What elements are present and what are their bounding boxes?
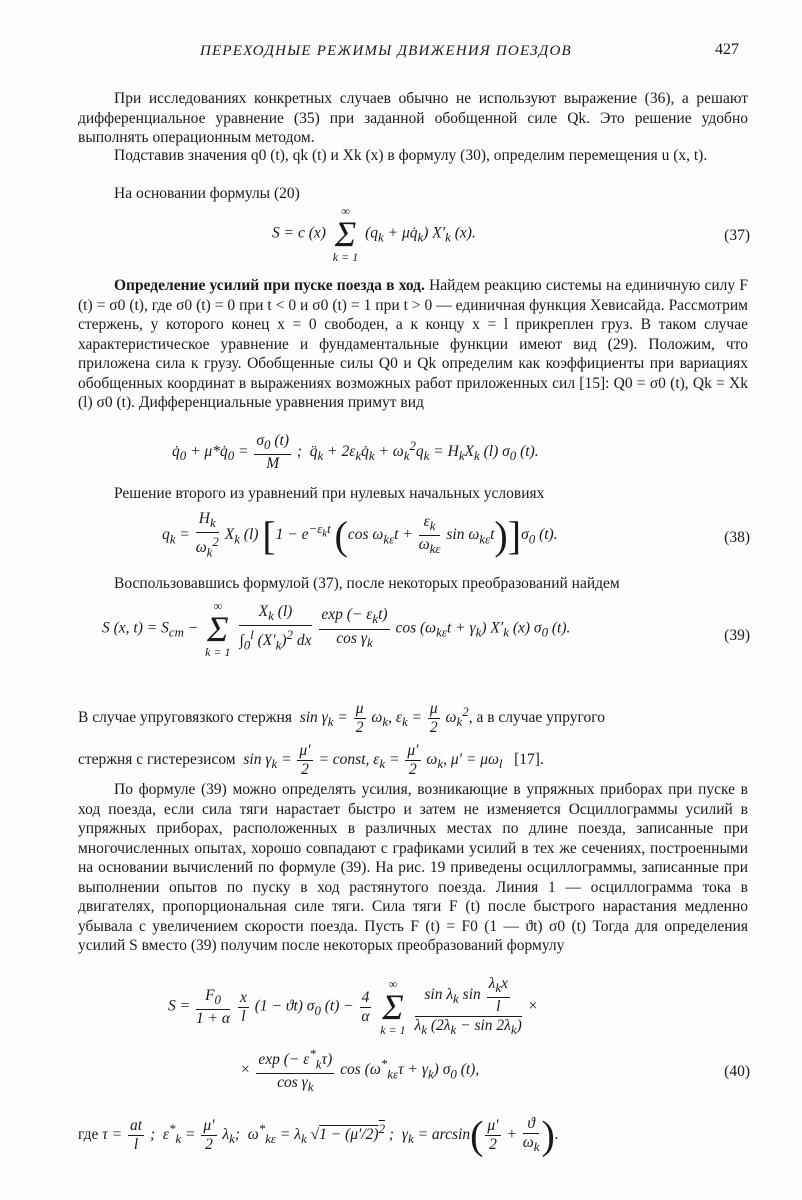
paragraph-4 bbox=[78, 276, 748, 413]
paragraph-2: Подставив значения q0 (t), qk (t) и Xk (x) в формулу (30), определим перемещения u (x, t). bbox=[114, 147, 708, 164]
equation-number-37: (37) bbox=[724, 227, 750, 244]
paragraph-7-line-2 bbox=[78, 742, 758, 779]
differential-equations: $q̇_0$ + $\mu*q̇_0$ = $\frac{\sigma_0 (t)}{M}$ ; $q̈_k$ + $2\varepsilon_kq̇_k + \omega_k^2q_k = H_kX_k$ (l) $\sigma_0$ (t). bbox=[172, 432, 539, 473]
equation-40-line-2: × $\frac{\exp (- \varepsilon^*_k\tau)}{\cos \gamma_k}$ $\cos (\omega^*_{k\varepsilon}\tau + \gamma_k)$ $\sigma_0$ (t), bbox=[240, 1046, 480, 1095]
equation-39: S (x, $t) = S_{ст}$ − ∞ Σ k = 1 $\frac{X_k (l)}{\int_0^l (X'_k)^2 dx}$ $\frac{\exp (- \varepsilon_kt)}{\cos \gamma_k}$ $\cos (\omega_{k\varepsilon}t + \gamma_k)$ $X'_k$ (x) $\sigma_0$ (t). bbox=[102, 599, 571, 659]
paragraph-8: По формуле (39) можно определять усилия, возникающие в упряжных приборах при пуске в ход поезда, если сила тяги нарастает быстро и затем не изменяется Осциллограммы усилий в упряжных приборах, расположенных в различных местах по длине поезда, записанные при многочисленных опытах, хорошо совпадают с графиками усилий в тех же сечениях, построенными на основании вычислений по формуле (39). На рис. 19 приведены осциллограммы, записанные при выполнении опытов по пуску в ход растянутого поезда. Линия 1 — осциллограмма тока в двигателях, пропорциональная силе тяги. Сила тяги F (t) после быстрого нарастания медленно убывала с увеличением скорости поезда. Пусть F (t) = F0 (1 — ϑt) σ0 (t) Тогда для определения усилий S вместо (39) получим после некоторых преобразований формулу bbox=[78, 781, 748, 954]
equation-number-39: (39) bbox=[724, 627, 750, 644]
paragraph-5: Решение второго из уравнений при нулевых начальных условиях bbox=[114, 485, 545, 502]
equation-38: $q_k$ = $\frac{H_k}{\omega_k^2}$ $X_k$ (l) [$1 - e^{-\varepsilon_kt}$ (cos $\omega_{k\varepsilon}t$ + $\frac{\varepsilon_k}{\omega_{k\varepsilon}}$ $\sin \omega_{k\varepsilon}t)]\sigma_0$ (t). bbox=[162, 510, 558, 560]
definitions-line bbox=[78, 1112, 559, 1158]
paragraph-6: Воспользовавшись формулой (37), после некоторых преобразований найдем bbox=[114, 575, 620, 592]
paragraph-1: При исследованиях конкретных случаев обычно не используют выражение (36), а решают дифференциальное уравнение (35) при заданной обобщенной силе Qk. Это решение удобно выполнять операционным методом. bbox=[78, 90, 748, 146]
paragraph-7c: стержня с гистерезисом bbox=[78, 751, 236, 769]
definitions-formula: τ = $\frac{at}{l}$ ; $\varepsilon^*_k$ = $\frac{\mu'}{2}$ $\lambda_k$; $\omega^*_{k\varepsilon} = \lambda_k$ $√1 - (\mu'/2)^2$ ; $\gamma_k = \arcsin$( $\frac{\mu'}{2}$ + $\frac{ϑ}{\omega_k}$ ). bbox=[102, 1112, 559, 1158]
paragraph-7b: , а в случае упругого bbox=[468, 709, 605, 727]
equation-number-40: (40) bbox=[724, 1063, 750, 1080]
paragraph-7-line-1 bbox=[78, 700, 758, 737]
reference-17: [17]. bbox=[514, 751, 544, 769]
equation-37: S = c (x) ∞ Σ k = 1 ($q_k$ + $\mu q̇_k$) $X'_k$ (x). bbox=[272, 204, 476, 264]
page-number: 427 bbox=[715, 41, 739, 58]
paragraph-4-body: Найдем реакцию системы на единичную силу F (t) = σ0 (t), где σ0 (t) = 0 при t < 0 и σ0 (t) = 1 при t > 0 — единичная функция Хевисайда. Рассмотрим стержень, у которого конец x = 0 свободен, а к концу x = l прикреплен груз. В таком случае характеристическое уравнение и фундаментальные функции имеют вид (29). Положим, что приложена сила к грузу. Обобщенные силы Q0 и Qk определим как коэффициенты при вариациях обобщенных координат в выражениях возможных работ приложенных сил [15]: Q0 = σ0 (t), Qk = Xk (l) σ0 (t). Дифференциальные уравнения примут вид bbox=[78, 277, 748, 411]
viscoelastic-formula: $\sin \gamma_k$ = $\frac{\mu}{2}$ $\omega_k$, $\varepsilon_k$ = $\frac{\mu}{2}$ $\omega_k^2$ bbox=[295, 700, 469, 736]
section-heading: Определение усилий при пуске поезда в ход. bbox=[114, 277, 425, 294]
paragraph-3: На основании формулы (20) bbox=[114, 185, 300, 202]
hysteresis-formula: $\sin \gamma_k$ = $\frac{\mu'}{2}$ = const, $\varepsilon_k$ = $\frac{\mu'}{2}$ $\omega_k$, $\mu' = \mu\omega_l$ bbox=[239, 742, 503, 778]
paragraph-7a: В случае упруговязкого стержня bbox=[78, 709, 292, 727]
equation-number-38: (38) bbox=[724, 529, 750, 546]
running-title: ПЕРЕХОДНЫЕ РЕЖИМЫ ДВИЖЕНИЯ ПОЕЗДОВ bbox=[200, 43, 572, 59]
paragraph-9: где bbox=[78, 1126, 99, 1144]
equation-40-line-1: S = $\frac{F_0}{1 + \alpha}$ $\frac{x}{l}$ (1 − ϑt) $\sigma_0$ (t) − $\frac{4}{\alpha}$ ∞ Σ k = 1 $\sin \lambda_k$ sin $\frac{\lambda_kx}{l}$ $\lambda_k$ $(2\lambda_k - \sin 2\lambda_k)$ × bbox=[168, 975, 539, 1038]
